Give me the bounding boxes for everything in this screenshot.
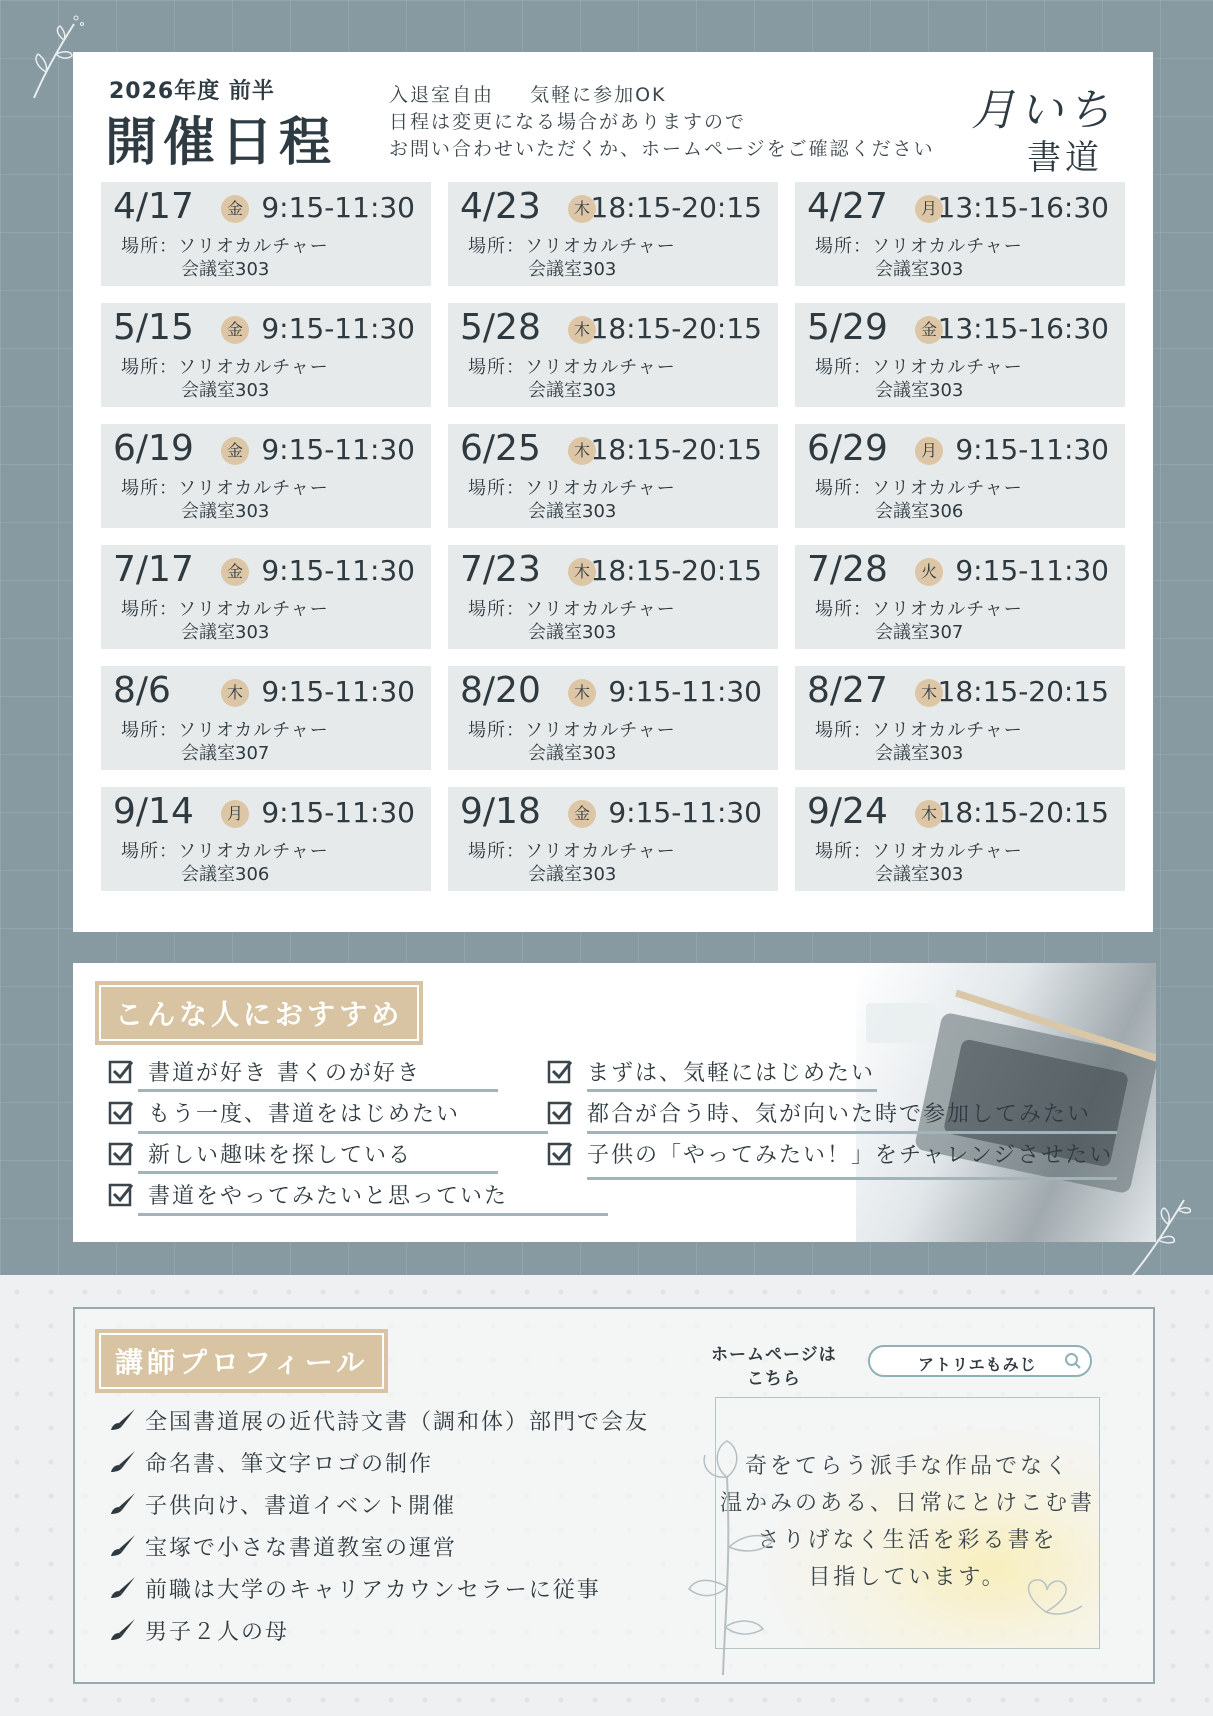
underline-divider bbox=[138, 1213, 608, 1216]
underline-divider bbox=[138, 1089, 498, 1092]
schedule-time: 9:15-11:30 bbox=[261, 554, 415, 587]
weekday-badge: 月 bbox=[221, 800, 249, 828]
weekday-badge: 月 bbox=[915, 195, 943, 223]
recommend-item-text: 書道が好き 書くのが好き bbox=[148, 1061, 421, 1086]
profile-item bbox=[145, 1405, 649, 1436]
weekday-badge: 木 bbox=[568, 437, 596, 465]
notice-block bbox=[389, 82, 935, 163]
schedule-card bbox=[448, 424, 778, 528]
schedule-place: 場所：ソリオカルチャー bbox=[468, 841, 676, 862]
schedule-place: 場所：ソリオカルチャー bbox=[815, 357, 1023, 378]
schedule-place: 場所：ソリオカルチャー bbox=[121, 478, 329, 499]
search-icon[interactable] bbox=[1064, 1352, 1082, 1370]
message-line: 目指しています。 bbox=[808, 1565, 1007, 1590]
logo-line-2: 書道 bbox=[1027, 138, 1103, 178]
schedule-time: 9:15-11:30 bbox=[261, 312, 415, 345]
weekday-badge: 金 bbox=[221, 195, 249, 223]
weekday-badge: 金 bbox=[915, 316, 943, 344]
recommend-item-text: 都合が合う時、気が向いた時で参加してみたい bbox=[587, 1102, 1092, 1127]
schedule-card bbox=[448, 787, 778, 891]
schedule-card bbox=[101, 303, 431, 407]
recommend-item-text: まずは、気軽にはじめたい bbox=[587, 1061, 876, 1086]
schedule-card bbox=[795, 182, 1125, 286]
checkbox-checked-icon bbox=[108, 1140, 134, 1166]
search-box[interactable] bbox=[868, 1345, 1092, 1377]
profile-item bbox=[145, 1573, 601, 1604]
schedule-date: 6/29 bbox=[807, 428, 888, 469]
underline-divider bbox=[587, 1177, 1117, 1180]
page-title: 開催日程 bbox=[105, 113, 338, 173]
schedule-place: 場所：ソリオカルチャー bbox=[468, 357, 676, 378]
underline-divider bbox=[138, 1171, 498, 1174]
weekday-badge: 金 bbox=[221, 558, 249, 586]
schedule-place: 場所：ソリオカルチャー bbox=[815, 599, 1023, 620]
schedule-date: 7/17 bbox=[113, 549, 194, 590]
schedule-place: 場所：ソリオカルチャー bbox=[815, 236, 1023, 257]
weekday-badge: 木 bbox=[568, 316, 596, 344]
schedule-room: 会議室303 bbox=[875, 864, 964, 885]
schedule-place: 場所：ソリオカルチャー bbox=[815, 478, 1023, 499]
profile-item-text: 命名書、筆文字ロゴの制作 bbox=[145, 1452, 434, 1477]
schedule-place: 場所：ソリオカルチャー bbox=[121, 357, 329, 378]
weekday-badge: 木 bbox=[221, 679, 249, 707]
weekday-badge: 金 bbox=[221, 316, 249, 344]
weekday-badge: 木 bbox=[568, 195, 596, 223]
homepage-label-line-2: こちら bbox=[746, 1369, 801, 1389]
profile-item-text: 男子２人の母 bbox=[145, 1620, 290, 1645]
profile-item bbox=[145, 1447, 433, 1478]
schedule-time: 13:15-16:30 bbox=[937, 312, 1109, 345]
year-label: 2026年度 前半 bbox=[109, 79, 275, 104]
schedule-date: 9/14 bbox=[113, 791, 194, 832]
weekday-badge: 木 bbox=[915, 679, 943, 707]
schedule-panel bbox=[73, 52, 1153, 932]
schedule-date: 5/15 bbox=[113, 307, 194, 348]
schedule-card bbox=[101, 545, 431, 649]
schedule-time: 9:15-11:30 bbox=[955, 433, 1109, 466]
schedule-time: 9:15-11:30 bbox=[955, 554, 1109, 587]
schedule-time: 9:15-11:30 bbox=[261, 796, 415, 829]
logo bbox=[965, 74, 1135, 184]
profile-label-box bbox=[95, 1329, 388, 1393]
search-text: アトリエもみじ bbox=[918, 1355, 1037, 1374]
weekday-badge: 木 bbox=[568, 558, 596, 586]
schedule-time: 18:15-20:15 bbox=[590, 312, 762, 345]
weekday-badge: 火 bbox=[915, 558, 943, 586]
profile-item bbox=[145, 1531, 457, 1562]
schedule-time: 13:15-16:30 bbox=[937, 191, 1109, 224]
underline-divider bbox=[587, 1089, 877, 1092]
schedule-card bbox=[448, 545, 778, 649]
schedule-place: 場所：ソリオカルチャー bbox=[468, 478, 676, 499]
schedule-room: 会議室306 bbox=[181, 864, 270, 885]
schedule-room: 会議室303 bbox=[528, 380, 617, 401]
recommend-item-text: もう一度、書道をはじめたい bbox=[148, 1102, 461, 1127]
brush-icon bbox=[109, 1491, 137, 1515]
schedule-date: 8/6 bbox=[113, 670, 171, 711]
recommend-item bbox=[148, 1056, 421, 1091]
profile-item bbox=[145, 1489, 456, 1520]
schedule-place: 場所：ソリオカルチャー bbox=[468, 236, 676, 257]
recommend-panel bbox=[73, 963, 1156, 1242]
checkbox-checked-icon bbox=[547, 1058, 573, 1084]
schedule-place: 場所：ソリオカルチャー bbox=[468, 599, 676, 620]
schedule-card bbox=[448, 666, 778, 770]
checkbox-checked-icon bbox=[547, 1140, 573, 1166]
schedule-room: 会議室303 bbox=[528, 743, 617, 764]
homepage-label-line-1: ホームページは bbox=[711, 1345, 837, 1365]
homepage-label bbox=[711, 1343, 837, 1391]
schedule-place: 場所：ソリオカルチャー bbox=[468, 720, 676, 741]
schedule-room: 会議室303 bbox=[528, 622, 617, 643]
schedule-place: 場所：ソリオカルチャー bbox=[121, 720, 329, 741]
weekday-badge: 月 bbox=[915, 437, 943, 465]
message-line: さりげなく生活を彩る書を bbox=[757, 1528, 1058, 1553]
weekday-badge: 金 bbox=[568, 800, 596, 828]
schedule-place: 場所：ソリオカルチャー bbox=[121, 236, 329, 257]
schedule-card bbox=[795, 424, 1125, 528]
schedule-room: 会議室303 bbox=[181, 501, 270, 522]
schedule-date: 5/29 bbox=[807, 307, 888, 348]
recommend-label: こんな人におすすめ bbox=[99, 985, 419, 1041]
profile-item bbox=[145, 1615, 289, 1646]
message-line: 奇をてらう派手な作品でなく bbox=[744, 1454, 1070, 1479]
schedule-time: 9:15-11:30 bbox=[261, 675, 415, 708]
recommend-item bbox=[148, 1138, 412, 1173]
notice-line-2: お問い合わせいただくか、ホームページをご確認ください bbox=[389, 138, 935, 160]
schedule-room: 会議室303 bbox=[875, 743, 964, 764]
schedule-date: 6/25 bbox=[460, 428, 541, 469]
schedule-date: 7/28 bbox=[807, 549, 888, 590]
checkbox-checked-icon bbox=[547, 1099, 573, 1125]
schedule-date: 4/17 bbox=[113, 186, 194, 227]
recommend-item-text: 書道をやってみたいと思っていた bbox=[148, 1184, 509, 1209]
schedule-date: 9/18 bbox=[460, 791, 541, 832]
note-free-entry: 入退室自由 bbox=[389, 84, 495, 106]
schedule-date: 4/23 bbox=[460, 186, 541, 227]
checkbox-checked-icon bbox=[108, 1058, 134, 1084]
checkbox-checked-icon bbox=[108, 1099, 134, 1125]
schedule-room: 会議室303 bbox=[181, 380, 270, 401]
schedule-card bbox=[795, 303, 1125, 407]
note-casual: 気軽に参加OK bbox=[530, 84, 667, 106]
recommend-item bbox=[148, 1179, 508, 1214]
schedule-card bbox=[101, 787, 431, 891]
schedule-card bbox=[795, 666, 1125, 770]
profile-item-text: 宝塚で小さな書道教室の運営 bbox=[145, 1536, 458, 1561]
profile-item-text: 前職は大学のキャリアカウンセラーに従事 bbox=[145, 1578, 601, 1603]
schedule-time: 18:15-20:15 bbox=[937, 796, 1109, 829]
weekday-badge: 金 bbox=[221, 437, 249, 465]
notice-line-1: 日程は変更になる場合がありますので bbox=[389, 111, 747, 133]
profile-label: 講師プロフィール bbox=[99, 1333, 384, 1389]
underline-divider bbox=[138, 1131, 548, 1134]
recommend-item bbox=[587, 1138, 1113, 1173]
schedule-date: 5/28 bbox=[460, 307, 541, 348]
schedule-room: 会議室303 bbox=[528, 864, 617, 885]
schedule-time: 18:15-20:15 bbox=[937, 675, 1109, 708]
recommend-item bbox=[148, 1097, 460, 1132]
schedule-card bbox=[795, 545, 1125, 649]
brush-icon bbox=[109, 1533, 137, 1557]
schedule-time: 9:15-11:30 bbox=[608, 796, 762, 829]
schedule-room: 会議室306 bbox=[875, 501, 964, 522]
schedule-room: 会議室303 bbox=[528, 259, 617, 280]
underline-divider bbox=[587, 1131, 1117, 1134]
profile-panel bbox=[73, 1307, 1155, 1684]
schedule-time: 18:15-20:15 bbox=[590, 554, 762, 587]
schedule-date: 4/27 bbox=[807, 186, 888, 227]
schedule-date: 6/19 bbox=[113, 428, 194, 469]
logo-line-1: 月いち bbox=[971, 85, 1115, 136]
schedule-place: 場所：ソリオカルチャー bbox=[815, 841, 1023, 862]
brush-icon bbox=[109, 1407, 137, 1431]
schedule-place: 場所：ソリオカルチャー bbox=[815, 720, 1023, 741]
schedule-date: 8/27 bbox=[807, 670, 888, 711]
message-line: 温かみのある、日常にとけこむ書 bbox=[719, 1491, 1095, 1516]
schedule-time: 9:15-11:30 bbox=[261, 433, 415, 466]
schedule-card bbox=[448, 303, 778, 407]
schedule-date: 7/23 bbox=[460, 549, 541, 590]
schedule-place: 場所：ソリオカルチャー bbox=[121, 841, 329, 862]
profile-item-text: 子供向け、書道イベント開催 bbox=[145, 1494, 457, 1519]
schedule-room: 会議室303 bbox=[875, 259, 964, 280]
brush-icon bbox=[109, 1617, 137, 1641]
schedule-card bbox=[101, 424, 431, 528]
recommend-item-text: 新しい趣味を探している bbox=[148, 1143, 413, 1168]
schedule-date: 8/20 bbox=[460, 670, 541, 711]
schedule-time: 9:15-11:30 bbox=[608, 675, 762, 708]
recommend-item-text: 子供の「やってみたい！」をチャレンジさせたい bbox=[587, 1143, 1114, 1168]
recommend-label-box bbox=[95, 981, 423, 1045]
checkbox-checked-icon bbox=[108, 1181, 134, 1207]
schedule-card bbox=[101, 666, 431, 770]
weekday-badge: 木 bbox=[915, 800, 943, 828]
schedule-room: 会議室303 bbox=[528, 501, 617, 522]
recommend-item bbox=[587, 1056, 875, 1091]
schedule-place: 場所：ソリオカルチャー bbox=[121, 599, 329, 620]
schedule-time: 9:15-11:30 bbox=[261, 191, 415, 224]
schedule-time: 18:15-20:15 bbox=[590, 433, 762, 466]
schedule-room: 会議室307 bbox=[875, 622, 964, 643]
schedule-room: 会議室303 bbox=[875, 380, 964, 401]
brush-icon bbox=[109, 1575, 137, 1599]
schedule-room: 会議室303 bbox=[181, 622, 270, 643]
flower-illustration bbox=[683, 1437, 793, 1677]
schedule-room: 会議室303 bbox=[181, 259, 270, 280]
schedule-grid bbox=[101, 182, 1131, 891]
schedule-card bbox=[448, 182, 778, 286]
schedule-time: 18:15-20:15 bbox=[590, 191, 762, 224]
recommend-item bbox=[587, 1097, 1091, 1132]
brush-icon bbox=[109, 1449, 137, 1473]
schedule-card bbox=[795, 787, 1125, 891]
schedule-date: 9/24 bbox=[807, 791, 888, 832]
profile-item-text: 全国書道展の近代詩文書（調和体）部門で会友 bbox=[145, 1410, 650, 1435]
weekday-badge: 木 bbox=[568, 679, 596, 707]
schedule-room: 会議室307 bbox=[181, 743, 270, 764]
heart-doodle-icon bbox=[1016, 1568, 1086, 1624]
schedule-card bbox=[101, 182, 431, 286]
